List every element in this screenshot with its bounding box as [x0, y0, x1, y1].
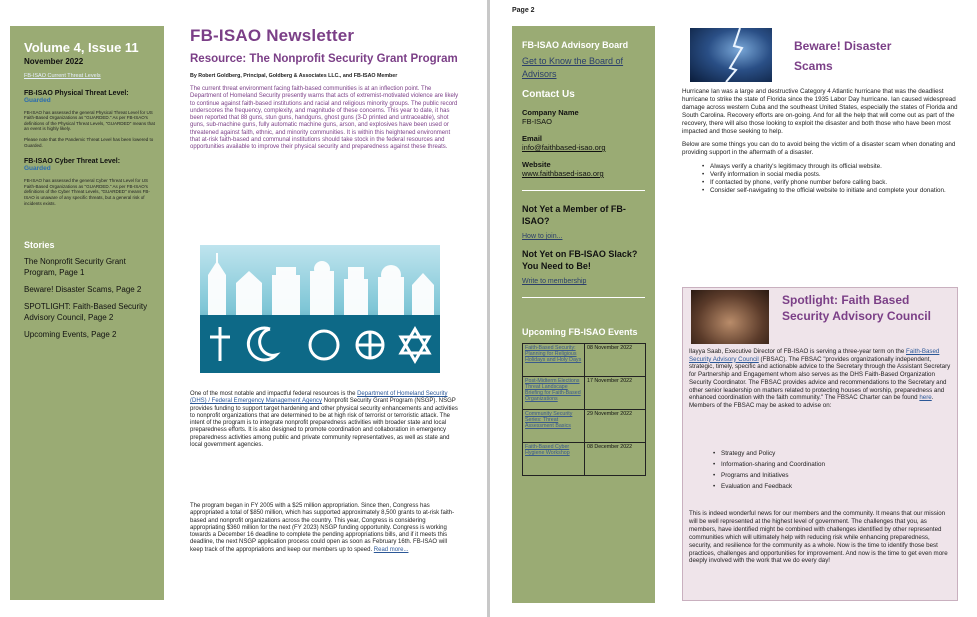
- list-item: • Strategy and Policy: [721, 448, 939, 459]
- event-name[interactable]: Faith-Based Cyber Hygiene Workshop: [523, 443, 585, 476]
- spotlight-box: [682, 287, 958, 601]
- contact-heading: Contact Us: [522, 89, 575, 100]
- faith-symbols-image: [200, 245, 440, 373]
- spot-text-c: . Members of the FBSAC may be asked to advise on:: [689, 394, 934, 409]
- physical-threat-note: FB-ISAO has assessed the general Physical Threat Level for US Faith-Based Organizations as "GUARDED." As per FB-ISAO's definitions of the Physical Threat Levels, "GUARDED" means that an event is highly likely.: [24, 109, 155, 132]
- page1-main: [190, 26, 460, 152]
- table-row: [523, 377, 646, 410]
- slack-question: Not Yet on FB-ISAO Slack? You Need to Be!: [522, 249, 638, 271]
- spot-text-b: (FBSAC). The FBSAC "provides organizationally independent, strategic, timely, specific and actionable advice to the Secretary through the Assistant Secretary for Partnership and Engagement whom also serves as the DHS Faith-Based Organization Security Coordinator. The FBSAC provides advice and recommendations to the Secretary and other senior leadership on matters related to protecting houses of worship, preparedness and enhanced coordination with the faith community." The FBSAC Charter can be found: [689, 355, 951, 402]
- website-label: Website: [522, 160, 551, 169]
- spotlight-title: Spotlight: Faith Based Security Advisory Council: [782, 293, 931, 323]
- separator: [522, 297, 645, 298]
- event-date: 08 December 2022: [585, 443, 646, 476]
- fbsac-link[interactable]: Faith-Based Security Advisory Council: [689, 348, 940, 363]
- pandemic-note: Please note that the Pandemic Threat Level has been lowered to Guarded.: [24, 136, 154, 148]
- list-item: • Evaluation and Feedback: [721, 481, 939, 492]
- events-table: [522, 343, 646, 476]
- list-item: • Consider self-navigating to the official website to initiate and complete your donation.: [710, 187, 962, 195]
- storm-image: [690, 28, 772, 82]
- newsletter-page-2: [492, 0, 977, 617]
- table-row: [523, 443, 646, 476]
- page2-sidebar: [512, 26, 655, 603]
- advisory-board-heading: FB-ISAO Advisory Board: [522, 40, 629, 50]
- company-label: Company Name: [522, 108, 579, 117]
- newsletter-page-1: [0, 0, 485, 617]
- intro-paragraph: The current threat environment facing faith-based communities is at an inflection point. The Department of Homeland Security presently warns that acts of extremist-motivated violence are likely to continue against faith-based institutions and racial and religious minority groups. The public record underscores the frequency, complexity, and magnitude of these concerns. This year to date, it has been reported that 88 guns, stun guns, handguns, ghost guns (3-D printed and untraceable), shot guns, sub-machine guns, fully automatic machine guns, arson, and explosives have been used or threatened against faith, ethnic, and minority communities. It is within this heightened environment that at-risk faith-based and communal institutions should take stock in the federal resources and opportunities available to improve their physical security and preparedness against these threats.: [190, 86, 459, 151]
- cyber-threat-note: FB-ISAO has assessed the general Cyber Threat Level for US Faith-Based Organizations as "GUARDED." As per FB-ISAO's definitions of the Cyber Threat Levels, "GUARDED" means FB-ISAO is unaware of any specific threats, but a general risk of incidents exists.: [24, 178, 150, 206]
- newsletter-title: FB-ISAO Newsletter: [190, 26, 355, 45]
- scam-tips-list: [682, 163, 962, 195]
- physical-threat-value: Guarded: [24, 96, 51, 104]
- event-date: 29 November 2022: [585, 410, 646, 443]
- advise-topics-list: [709, 448, 939, 492]
- board-link[interactable]: Get to Know the Board of Advisors: [522, 56, 624, 79]
- company-value: FB-ISAO: [522, 117, 553, 126]
- charter-link[interactable]: here: [919, 394, 932, 402]
- website-link[interactable]: www.faithbased-isao.org: [522, 169, 604, 178]
- skyline-illustration: [200, 245, 440, 373]
- spot-text-a: Ilayya Saab, Executive Director of FB-ISAO is serving a three-year term on the: [689, 348, 906, 355]
- funding-paragraph: [190, 503, 460, 554]
- list-item: • Always verify a charity's legitimacy through its official website.: [710, 163, 962, 171]
- page1-sidebar: [10, 26, 164, 600]
- funding-text: The program began in FY 2005 with a $25 million appropriation. Since then, Congress has appropriated a total of $850 million, which has supported approximately 8,500 grants to at-risk faith-based and nonprofit organizations across the country. This year, Congress is considering appropriating $360 million for the next (FY 2023) NSGP funding opportunity. Congress is working towards a December 16 deadline to complete the pending appropriations bills, and if it meets this deadline, the next NSGP application process could open as soon as February 16th. FB-ISAO will keep track of the appropriations and keep our members up to speed.: [190, 503, 455, 553]
- join-link[interactable]: How to join...: [522, 233, 563, 240]
- event-name[interactable]: Community Security Series: Threat Assessment Basics: [523, 410, 585, 443]
- events-heading: Upcoming FB-ISAO Events: [522, 327, 638, 337]
- nsgp-text-b: Nonprofit Security Grant Program (NSGP). NSGP provides funding to support target hardening and other physical security enhancements and activities to nonprofit organizations that are determined to be at high risk of terrorist or terroristic attack. The intent of the program is to integrate nonprofit preparedness activities with broader state and local preparedness efforts. It is also designed to promote coordination and collaboration in emergency preparedness activities among public and private community representatives, as well as state and local government agencies.: [190, 398, 458, 449]
- event-date: 08 November 2022: [585, 344, 646, 377]
- cyber-threat-label: FB-ISAO Cyber Threat Level:: [24, 158, 121, 166]
- scams-paragraph-2: Below are some things you can do to avoid being the victim of a disaster scam when donating and providing support in the aftermath of a disaster.: [682, 141, 956, 157]
- event-name[interactable]: Faith-Based Security: Planning for Religious Holidays and Holy Days: [523, 344, 585, 377]
- article-title: Resource: The Nonprofit Security Grant Program: [190, 53, 458, 65]
- table-row: [523, 410, 646, 443]
- story-item: The Nonprofit Security Grant Program, Page 1: [24, 257, 126, 278]
- hands-image: [691, 290, 769, 344]
- list-item: • If contacted by phone, verify phone number before calling back.: [710, 179, 962, 187]
- scams-title: Beware! Disaster Scams: [794, 39, 892, 73]
- story-item: Beware! Disaster Scams, Page 2: [24, 285, 142, 295]
- table-row: [523, 344, 646, 377]
- byline: By Robert Goldberg, Principal, Goldberg & Associates LLC., and FB-ISAO Member: [190, 73, 398, 79]
- email-link[interactable]: info@faithbased-isao.org: [522, 143, 606, 152]
- issue-date: November 2022: [24, 57, 84, 66]
- event-date: 17 November 2022: [585, 377, 646, 410]
- physical-threat-label: FB-ISAO Physical Threat Level:: [24, 89, 129, 97]
- spotlight-paragraph-2: This is indeed wonderful news for our members and the community. It means that our mission will be well represented at the highest level of government. The challenges that you, as members, have identified might be combined with challenges identified by other represented communities which will ultimately help with reducing risk while enhancing preparedness, security, and resilience for the community as a whole. Now is the time to identify those best practices, challenges and opportunities for improvement. And now is the time to get even more deeply involved with the work that we do every day!: [689, 510, 948, 565]
- volume-issue: Volume 4, Issue 11: [24, 40, 139, 55]
- separator: [522, 190, 645, 191]
- cyber-threat-value: Guarded: [24, 165, 51, 173]
- scams-paragraph-1: Hurricane Ian was a large and destructive Category 4 Atlantic hurricane that was the deadliest hurricane to strike the state of Florida since the 1935 Labor Day hurricane. Ian caused widespread damage across western Cuba and the southeast United States, especially the states of Florida and South Carolina. Recovery efforts are on-going. And for all the help that will come out as part of the recovery, there will also those looking to exploit the disaster and both those who have been most impacted and those seeking to help.: [682, 88, 958, 135]
- page-divider: [487, 0, 490, 617]
- stories-heading: Stories: [24, 240, 55, 251]
- page-number: Page 2: [512, 7, 535, 14]
- dhs-fema-link[interactable]: Department of Homeland Security (DHS) / Federal Emergency Management Agency: [190, 391, 448, 405]
- list-item: • Information-sharing and Coordination: [721, 459, 939, 470]
- nsgp-paragraph: [190, 391, 460, 449]
- list-item: • Verify information in social media posts.: [710, 171, 962, 179]
- read-more-link[interactable]: Read more...: [373, 546, 409, 553]
- threat-levels-link[interactable]: FB-ISAO Current Threat Levels: [24, 73, 101, 79]
- story-item: SPOTLIGHT: Faith-Based Security Advisory Council, Page 2: [24, 302, 148, 323]
- nsgp-text-a: One of the most notable and impactful federal resources is the: [190, 391, 358, 397]
- email-label: Email: [522, 134, 543, 143]
- story-item: Upcoming Events, Page 2: [24, 330, 117, 340]
- membership-question: Not Yet a Member of FB-ISAO?: [522, 204, 626, 226]
- list-item: • Programs and Initiatives: [721, 470, 939, 481]
- event-name[interactable]: Post-Midterm Elections Threat Landscape Briefing for Faith-Based Organizations: [523, 377, 585, 410]
- scams-article: [682, 88, 962, 195]
- lightning-illustration: [690, 28, 772, 82]
- membership-email-link[interactable]: Write to membership: [522, 278, 587, 285]
- spotlight-paragraph-1: [689, 348, 953, 410]
